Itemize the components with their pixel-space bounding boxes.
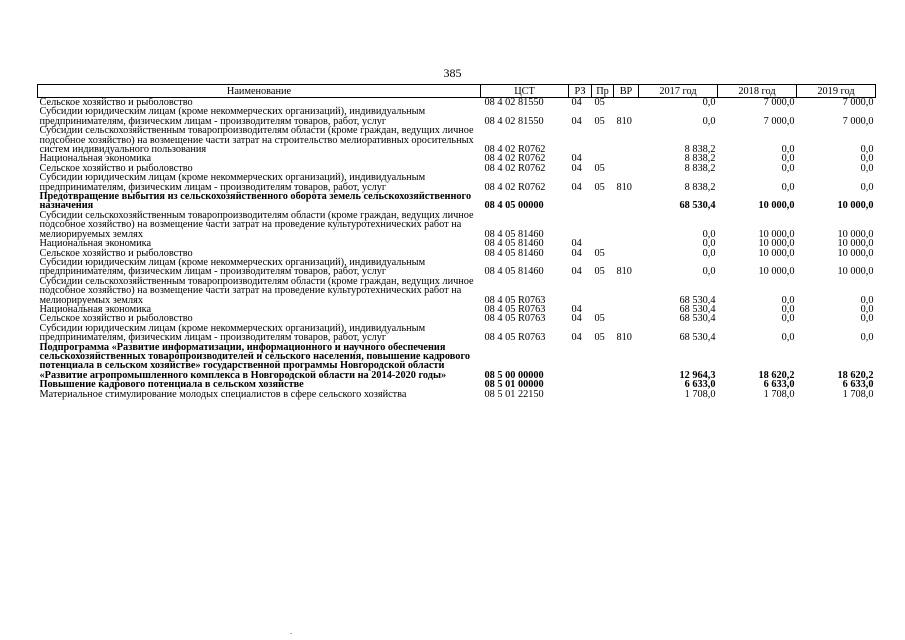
cell-rz: 04 <box>571 115 582 127</box>
cell-code: 08 4 05 00000 <box>484 200 544 212</box>
table-row <box>38 126 876 154</box>
cell-2018: 1 708,0 <box>763 388 795 400</box>
cell-2017: 68 530,4 <box>679 200 716 212</box>
cell-code: 08 4 02 R0762 <box>484 162 546 174</box>
cell-rz <box>569 343 592 381</box>
table-row <box>38 277 876 305</box>
table-header-row <box>38 85 876 98</box>
cell-name: Субсидии сельскохозяйственным товаропроизводителям области (кроме граждан, ведущих личное подсобное хозяйство) на возмещение части затрат на проведение культуротехнических работ на мелиорируемых землях <box>39 275 474 306</box>
cell-pr <box>592 277 614 305</box>
cell-name: Сельское хозяйство и рыболовство <box>39 97 193 108</box>
cell-vr <box>614 239 639 248</box>
cell-name: Субсидии сельскохозяйственным товаропроизводителям области (кроме граждан, ведущих личное подсобное хозяйство) на возмещение части затрат на строительство мелиоративных оросительных систем индивидуального пользования <box>39 125 474 156</box>
cell-rz: 04 <box>571 313 582 325</box>
header-2018: 2018 год <box>718 85 797 98</box>
cell-rz: 04 <box>571 247 582 259</box>
table-row <box>38 258 876 277</box>
cell-code: 08 4 05 R0763 <box>484 313 546 325</box>
cell-2019: 1 708,0 <box>842 388 874 400</box>
cell-code: 08 4 05 81460 <box>484 228 544 240</box>
cell-rz: 04 <box>571 332 582 344</box>
cell-pr: 05 <box>594 97 605 108</box>
cell-name: Материальное стимулирование молодых специалистов в сфере сельского хозяйства <box>39 388 407 400</box>
cell-2019: 0,0 <box>860 303 874 315</box>
cell-2017: 8 838,2 <box>684 162 716 174</box>
cell-rz: 04 <box>571 153 582 165</box>
cell-2019: 10 000,0 <box>837 228 874 240</box>
cell-code: 08 4 02 81550 <box>484 115 544 127</box>
cell-vr <box>614 249 639 258</box>
cell-2018: 10 000,0 <box>758 247 795 259</box>
cell-2018: 0,0 <box>781 303 795 315</box>
cell-2018: 6 633,0 <box>763 379 795 391</box>
cell-2017: 0,0 <box>702 115 716 127</box>
cell-2017: 0,0 <box>702 238 716 250</box>
cell-2017: 8 838,2 <box>684 153 716 165</box>
cell-2018: 10 000,0 <box>758 238 795 250</box>
cell-vr: 810 <box>616 181 632 193</box>
cell-name: Предотвращение выбытия из сельскохозяйственного оборота земель сельскохозяйственного назначения <box>39 191 472 212</box>
cell-vr <box>614 154 639 163</box>
cell-2019: 0,0 <box>860 181 874 193</box>
cell-name: Субсидии юридическим лицам (кроме некоммерческих организаций), индивидуальным предпринимателям, физическим лицам - производителям товаров, работ, услуг <box>39 322 426 344</box>
cell-2017: 0,0 <box>702 266 716 278</box>
cell-2019: 6 633,0 <box>842 379 874 391</box>
table-row <box>38 107 876 126</box>
cell-vr: 810 <box>616 266 632 278</box>
cell-2018: 0,0 <box>781 162 795 174</box>
header-code: ЦСТ <box>481 85 569 98</box>
cell-code: 08 4 02 R0762 <box>484 181 546 193</box>
cell-2019: 10 000,0 <box>837 200 874 212</box>
table-row <box>38 343 876 381</box>
cell-vr <box>614 98 639 108</box>
cell-pr <box>592 211 614 239</box>
cell-name: Подпрограмма «Развитие информатизации, информационного и научного обеспечения сельскохозяйственных товаропроизводителей и сельского населения, повышение кадрового потенциала в сельском хозяйстве» государственной программы Новгородской области «Развитие агропромышленного комплекса в Новгородской области на 2014-2020 годы» <box>39 341 471 381</box>
cell-pr <box>592 390 614 399</box>
cell-2018: 0,0 <box>781 332 795 344</box>
cell-pr <box>592 343 614 381</box>
cell-pr: 05 <box>594 162 605 174</box>
cell-2017: 0,0 <box>702 247 716 259</box>
cell-code: 08 4 02 R0762 <box>484 153 546 165</box>
cell-2017: 8 838,2 <box>684 144 716 156</box>
cell-rz <box>569 192 592 211</box>
cell-2017: 68 530,4 <box>679 313 716 325</box>
cell-code: 08 5 00 00000 <box>484 369 544 381</box>
cell-2019: 7 000,0 <box>842 115 874 127</box>
cell-vr <box>614 305 639 314</box>
cell-code: 08 4 02 R0762 <box>484 144 546 156</box>
cell-code: 08 4 05 R0763 <box>484 294 546 306</box>
cell-vr <box>614 343 639 381</box>
cell-2017: 8 838,2 <box>684 181 716 193</box>
cell-code: 08 4 05 81460 <box>484 266 544 278</box>
header-2017: 2017 год <box>639 85 718 98</box>
cell-2019: 7 000,0 <box>842 97 874 108</box>
cell-2017: 68 530,4 <box>679 294 716 306</box>
cell-vr <box>614 314 639 323</box>
cell-name: Сельское хозяйство и рыболовство <box>39 247 193 259</box>
cell-pr: 05 <box>594 247 605 259</box>
cell-vr: 810 <box>616 332 632 344</box>
header-2019: 2019 год <box>797 85 876 98</box>
cell-name: Сельское хозяйство и рыболовство <box>39 162 193 174</box>
cell-pr: 05 <box>594 181 605 193</box>
cell-pr <box>592 192 614 211</box>
cell-2017: 6 633,0 <box>684 379 716 391</box>
cell-name: Национальная экономика <box>39 153 152 165</box>
cell-rz: 04 <box>571 181 582 193</box>
cell-pr: 05 <box>594 332 605 344</box>
cell-2018: 0,0 <box>781 144 795 156</box>
cell-name: Субсидии сельскохозяйственным товаропроизводителям области (кроме граждан, ведущих личное подсобное хозяйство) на возмещение части затрат на проведение культуротехнических работ на мелиорируемых землях <box>39 209 474 240</box>
header-name: Наименование <box>38 85 481 98</box>
cell-rz <box>569 277 592 305</box>
budget-table <box>37 84 876 399</box>
page-number: 385 <box>443 66 462 80</box>
cell-vr <box>614 164 639 173</box>
cell-vr <box>614 126 639 154</box>
cell-rz: 04 <box>571 162 582 174</box>
cell-code: 08 4 02 81550 <box>484 97 544 108</box>
cell-name: Национальная экономика <box>39 303 152 315</box>
cell-name: Субсидии юридическим лицам (кроме некоммерческих организаций), индивидуальным предпринимателям, физическим лицам - производителям товаров, работ, услуг <box>39 256 426 278</box>
cell-rz <box>569 211 592 239</box>
cell-2017: 68 530,4 <box>679 332 716 344</box>
cell-name: Сельское хозяйство и рыболовство <box>39 313 193 325</box>
cell-2017: 0,0 <box>702 97 716 108</box>
cell-2019: 0,0 <box>860 162 874 174</box>
cell-rz <box>569 380 592 389</box>
table-row <box>38 173 876 192</box>
cell-vr <box>614 277 639 305</box>
cell-2018: 18 620,2 <box>758 369 795 381</box>
table-body <box>38 98 876 400</box>
cell-rz <box>569 390 592 399</box>
cell-name: Субсидии юридическим лицам (кроме некоммерческих организаций), индивидуальным предпринимателям, физическим лицам - производителям товаров, работ, услуг <box>39 106 426 127</box>
bottom-mark: . <box>290 626 293 636</box>
cell-2019: 10 000,0 <box>837 238 874 250</box>
cell-2019: 10 000,0 <box>837 247 874 259</box>
cell-rz <box>569 126 592 154</box>
header-vr: ВР <box>614 85 639 98</box>
cell-pr: 05 <box>594 266 605 278</box>
table-row <box>38 324 876 343</box>
cell-2019: 10 000,0 <box>837 266 874 278</box>
cell-vr <box>614 192 639 211</box>
cell-2019: 0,0 <box>860 144 874 156</box>
cell-pr: 05 <box>594 115 605 127</box>
table-row <box>38 192 876 211</box>
cell-rz: 04 <box>571 303 582 315</box>
cell-pr <box>592 126 614 154</box>
cell-2018: 0,0 <box>781 153 795 165</box>
cell-code: 08 4 05 R0763 <box>484 303 546 315</box>
cell-pr: 05 <box>594 313 605 325</box>
cell-vr <box>614 211 639 239</box>
header-pr: Пр <box>592 85 614 98</box>
cell-vr <box>614 390 639 399</box>
cell-2017: 0,0 <box>702 228 716 240</box>
cell-vr <box>614 380 639 389</box>
cell-2018: 10 000,0 <box>758 228 795 240</box>
cell-name: Субсидии юридическим лицам (кроме некоммерческих организаций), индивидуальным предпринимателям, физическим лицам - производителям товаров, работ, услуг <box>39 172 426 193</box>
table-row <box>38 390 876 399</box>
header-rz: РЗ <box>569 85 592 98</box>
cell-code: 08 4 05 R0763 <box>484 332 546 344</box>
cell-rz: 04 <box>571 266 582 278</box>
cell-2019: 0,0 <box>860 313 874 325</box>
cell-code: 08 5 01 22150 <box>484 388 544 400</box>
cell-rz: 04 <box>571 238 582 250</box>
cell-vr: 810 <box>616 115 632 127</box>
cell-2019: 18 620,2 <box>837 369 874 381</box>
cell-2019: 0,0 <box>860 332 874 344</box>
cell-2017: 1 708,0 <box>684 388 716 400</box>
cell-2017: 68 530,4 <box>679 303 716 315</box>
cell-2018: 10 000,0 <box>758 266 795 278</box>
cell-2018: 0,0 <box>781 313 795 325</box>
cell-2018: 0,0 <box>781 181 795 193</box>
cell-2018: 10 000,0 <box>758 200 795 212</box>
cell-2017: 12 964,3 <box>679 369 716 381</box>
cell-2018: 7 000,0 <box>763 115 795 127</box>
cell-2018: 0,0 <box>781 294 795 306</box>
cell-code: 08 5 01 00000 <box>484 379 544 391</box>
table-row <box>38 211 876 239</box>
cell-2019: 0,0 <box>860 153 874 165</box>
cell-pr <box>592 380 614 389</box>
cell-name: Повышение кадрового потенциала в сельском хозяйстве <box>39 379 304 391</box>
cell-name: Национальная экономика <box>39 238 152 250</box>
cell-2019: 0,0 <box>860 294 874 306</box>
cell-rz: 04 <box>571 97 582 108</box>
cell-2018: 7 000,0 <box>763 97 795 108</box>
cell-code: 08 4 05 81460 <box>484 238 544 250</box>
cell-code: 08 4 05 81460 <box>484 247 544 259</box>
